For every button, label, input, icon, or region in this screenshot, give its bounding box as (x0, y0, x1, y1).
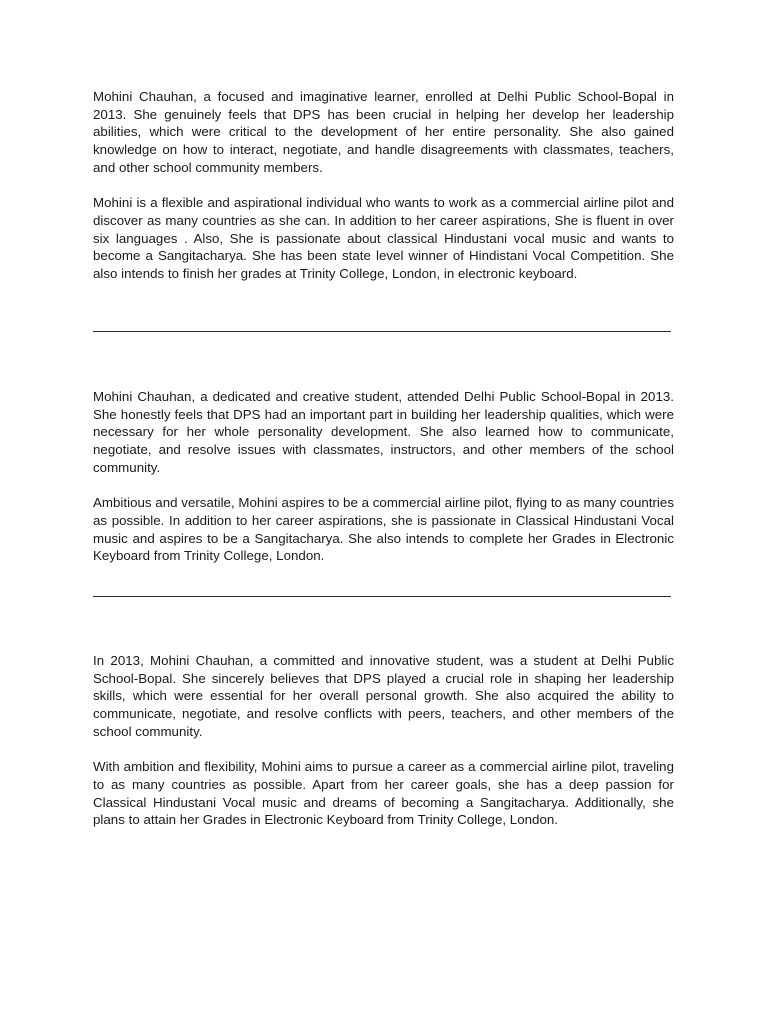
separator-line-2 (93, 596, 671, 597)
version-2-paragraph-2: Ambitious and versatile, Mohini aspires to be a commercial airline pilot, flying to as many countries as possible. In addition to her career aspirations, she is passionate in Classical Hindustani Vocal music and aspires to be a Sangitacharya. She also intends to complete her Grades in Electronic Keyboard from Trinity College, London. (93, 495, 674, 564)
version-1-paragraph-2: Mohini is a flexible and aspirational individual who wants to work as a commercial airline pilot and discover as many countries as she can. In addition to her career aspirations, She is fluent in over six languages . Also, She is passionate about classical Hindustani vocal music and wants to become a Sangitacharya. She has been state level winner of Hindistani Vocal Competition. She also intends to finish her grades at Trinity College, London, in electronic keyboard. (93, 195, 674, 282)
version-2-block (93, 388, 674, 565)
version-3-block (93, 652, 674, 829)
version-1-paragraph-1: Mohini Chauhan, a focused and imaginative learner, enrolled at Delhi Public School-Bopal in 2013. She genuinely feels that DPS has been crucial in helping her develop her leadership abilities, which were critical to the development of her entire personality. She also gained knowledge on how to interact, negotiate, and handle disagreements with classmates, teachers, and other school community members. (93, 89, 674, 175)
separator-line-1 (93, 331, 671, 332)
version-1-block (93, 88, 674, 283)
version-3-paragraph-1: In 2013, Mohini Chauhan, a committed and innovative student, was a student at Delhi Public School-Bopal. She sincerely believes that DPS played a crucial role in shaping her leadership skills, which were essential for her overall personal growth. She also acquired the ability to communicate, negotiate, and resolve conflicts with peers, teachers, and other members of the school community. (93, 653, 674, 739)
version-2-paragraph-1: Mohini Chauhan, a dedicated and creative student, attended Delhi Public School-Bopal in 2013. She honestly feels that DPS had an important part in building her leadership qualities, which were necessary for her whole personality development. She also learned how to communicate, negotiate, and resolve issues with classmates, instructors, and other members of the school community. (93, 389, 674, 475)
version-3-paragraph-2: With ambition and flexibility, Mohini aims to pursue a career as a commercial airline pilot, traveling to as many countries as possible. Apart from her career goals, she has a deep passion for Classical Hindustani Vocal music and dreams of becoming a Sangitacharya. Additionally, she plans to attain her Grades in Electronic Keyboard from Trinity College, London. (93, 759, 674, 828)
